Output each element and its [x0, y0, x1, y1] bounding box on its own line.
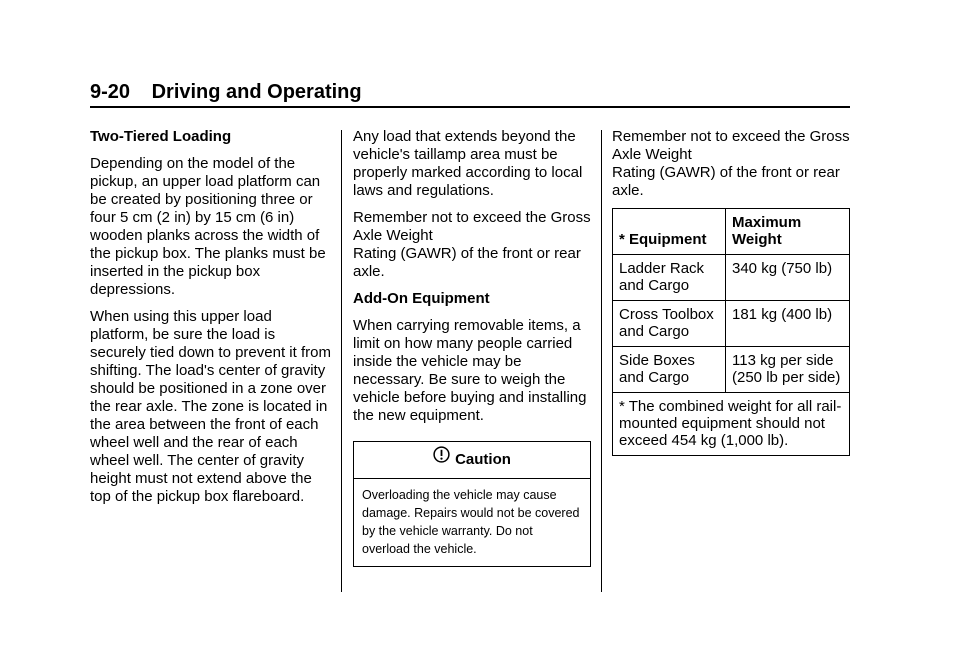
gawr-line-2: Rating (GAWR) of the front or rear axle.	[353, 245, 581, 280]
caution-box	[353, 441, 591, 567]
two-tiered-paragraph-2: When using this upper load platform, be sure the load is securely tied down to prevent it from shifting. The load's center of gravity should be positioned in a zone over the rear axle. The zone is located in the area between the front of each wheel well and the rear of each wheel well. The center of gravity height must not extend above the top of the pickup box flareboard.	[90, 308, 331, 505]
caution-header	[354, 442, 590, 479]
weight-column-header: Maximum Weight	[726, 209, 850, 255]
column-2	[353, 128, 591, 567]
table-row	[613, 347, 850, 393]
table-footnote-row	[613, 393, 850, 456]
weight-cell: 181 kg (400 lb)	[726, 301, 850, 347]
gawr-intro	[612, 128, 852, 200]
section-title: Driving and Operating	[151, 81, 362, 103]
gawr-paragraph	[353, 209, 591, 281]
gawr-intro-line-2: Rating (GAWR) of the front or rear axle.	[612, 164, 840, 199]
weight-cell: 340 kg (750 lb)	[726, 255, 850, 301]
warning-icon	[433, 441, 450, 477]
column-divider-1	[341, 130, 342, 592]
equipment-cell: Cross Toolbox and Cargo	[613, 301, 726, 347]
equipment-weight-table	[612, 208, 850, 456]
gawr-line-1: Remember not to exceed the Gross Axle Weight	[353, 209, 591, 244]
equipment-cell: Side Boxes and Cargo	[613, 347, 726, 393]
caution-body: Overloading the vehicle may cause damage. Repairs would not be covered by the vehicle warranty. Do not overload the vehicle.	[362, 488, 580, 556]
table-footnote: * The combined weight for all rail-mounted equipment should not exceed 454 kg (1,000 lb).	[613, 393, 850, 456]
add-on-equipment-heading: Add-On Equipment	[353, 290, 490, 307]
extended-load-paragraph: Any load that extends beyond the vehicle's taillamp area must be properly marked according to local laws and regulations.	[353, 128, 583, 199]
gawr-intro-line-1: Remember not to exceed the Gross Axle Weight	[612, 128, 850, 163]
column-1	[90, 128, 334, 515]
page-number: 9-20	[90, 81, 131, 103]
caution-title: Caution	[455, 451, 511, 468]
header-rule	[90, 106, 850, 108]
table-row	[613, 301, 850, 347]
add-on-equipment-paragraph: When carrying removable items, a limit on how many people carried inside the vehicle may be necessary. Be sure to weigh the vehicle before buying and installing the new equipment.	[353, 317, 587, 424]
two-tiered-paragraph-1: Depending on the model of the pickup, an upper load platform can be created by positioning three or four 5 cm (2 in) by 15 cm (6 in) wooden planks across the width of the pickup box. The planks must be inserted in the pickup box depressions.	[90, 155, 326, 298]
column-3	[612, 128, 852, 456]
equipment-cell: Ladder Rack and Cargo	[613, 255, 726, 301]
weight-cell: 113 kg per side (250 lb per side)	[726, 347, 850, 393]
column-divider-2	[601, 130, 602, 592]
table-header-row	[613, 209, 850, 255]
two-tiered-loading-heading: Two-Tiered Loading	[90, 128, 232, 145]
table-row	[613, 255, 850, 301]
equipment-column-header: * Equipment	[613, 209, 726, 255]
page-header	[90, 80, 362, 104]
